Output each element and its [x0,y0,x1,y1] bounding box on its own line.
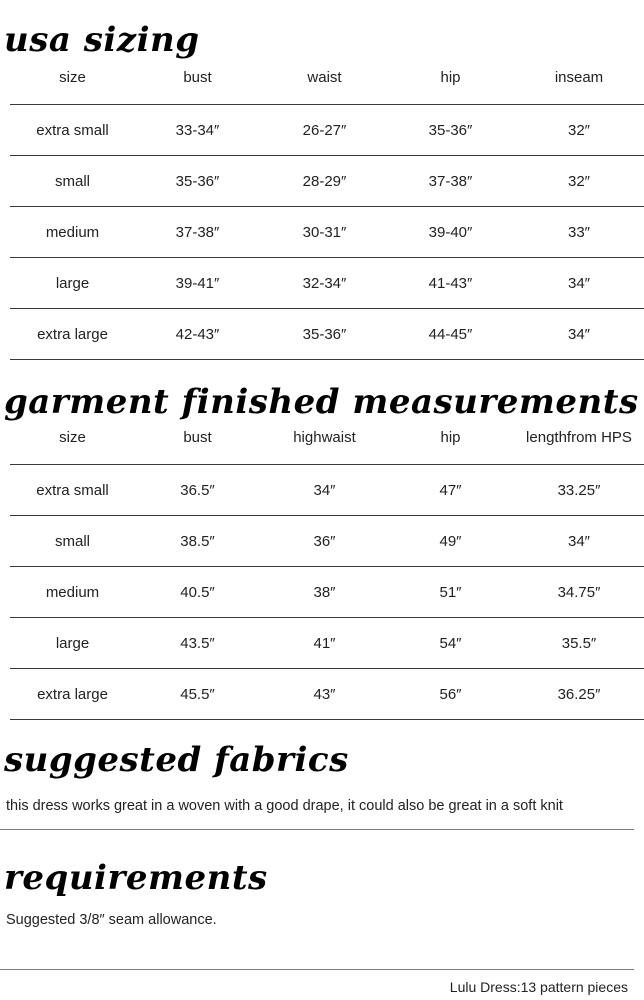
requirements-heading: requirements [4,858,268,898]
cell-size: large [55,634,90,652]
header-line: length [526,429,567,446]
cell-hip: 56″ [439,685,462,703]
section-divider [0,829,634,830]
cell-inseam: 33″ [568,223,590,241]
cell-waist: 28-29″ [302,172,347,190]
header-inseam: inseam [554,69,604,86]
cell-hip: 51″ [439,583,462,601]
cell-size: extra small [36,121,109,139]
table-row [10,464,644,515]
cell-length: 34.75″ [557,583,601,601]
cell-waist: 35-36″ [302,325,347,343]
cell-size: extra small [36,481,109,499]
header-size [10,412,135,464]
cell-hip: 49″ [439,532,462,550]
cell-bust: 37-38″ [175,223,220,241]
header-hip: hip [440,69,461,86]
cell-waist: 32-34″ [302,274,347,292]
cell-high-waist: 41″ [313,634,336,652]
cell-bust: 43.5″ [180,634,215,652]
table-row [10,104,644,155]
header-length [514,412,644,464]
header-bust [135,412,260,464]
cell-size: small [54,532,90,550]
usa-sizing-table [10,52,644,360]
cell-hip: 47″ [439,481,462,499]
cell-bust: 38.5″ [180,532,215,550]
header-line: bust [183,429,212,446]
pattern-pieces-caption: Lulu Dress:13 pattern pieces [449,979,628,995]
cell-size: extra large [37,325,108,343]
cell-high-waist: 38″ [313,583,336,601]
footer-divider [0,969,634,970]
cell-bust: 40.5″ [180,583,215,601]
header-line: high [293,429,322,446]
table-row [10,515,644,566]
cell-hip: 44-45″ [428,325,473,343]
table-header-row [10,52,644,104]
header-line: from HPS [566,429,632,446]
cell-hip: 39-40″ [428,223,473,241]
table-bottom-rule [10,359,644,360]
cell-inseam: 32″ [568,121,590,139]
cell-high-waist: 36″ [313,532,336,550]
cell-hip: 37-38″ [428,172,473,190]
cell-hip: 54″ [439,634,462,652]
cell-length: 35.5″ [561,634,597,652]
cell-size: extra large [37,685,108,703]
cell-waist: 26-27″ [302,121,347,139]
table-bottom-rule [10,719,644,720]
table-row [10,155,644,206]
cell-inseam: 32″ [568,172,590,190]
header-high-waist [262,412,387,464]
header-hip [388,412,513,464]
table-header-row [10,412,644,464]
header-line: waist [321,429,356,446]
header-bust: bust [183,69,212,86]
table-row [10,617,644,668]
cell-high-waist: 43″ [313,685,336,703]
cell-bust: 36.5″ [180,481,215,499]
garment-measurements-heading: garment finished measurements [4,382,639,422]
garment-measurements-table [10,412,644,720]
table-row [10,206,644,257]
header-waist: waist [307,69,342,86]
cell-length: 33.25″ [557,481,601,499]
cell-bust: 42-43″ [175,325,220,343]
cell-inseam: 34″ [568,274,590,292]
cell-size: medium [45,583,100,601]
cell-waist: 30-31″ [302,223,347,241]
requirements-description: Suggested 3/8″ seam allowance. [6,912,217,928]
header-line: size [59,429,86,446]
fabrics-description: this dress works great in a woven with a good drape, it could also be great in a soft knit [6,798,563,814]
header-size: size [59,69,86,86]
header-line: hip [440,429,461,446]
cell-inseam: 34″ [568,325,590,343]
cell-length: 36.25″ [557,685,601,703]
table-row [10,566,644,617]
cell-bust: 35-36″ [175,172,220,190]
cell-bust: 33-34″ [175,121,220,139]
cell-size: medium [45,223,100,241]
suggested-fabrics-heading: suggested fabrics [4,740,349,780]
cell-hip: 35-36″ [428,121,473,139]
usa-sizing-heading: usa sizing [4,20,200,60]
cell-size: large [55,274,90,292]
cell-high-waist: 34″ [313,481,336,499]
cell-size: small [54,172,90,190]
cell-bust: 45.5″ [180,685,215,703]
cell-bust: 39-41″ [175,274,220,292]
table-row [10,308,644,359]
table-row [10,257,644,308]
table-row [10,668,644,719]
cell-hip: 41-43″ [428,274,473,292]
cell-length: 34″ [568,532,590,550]
